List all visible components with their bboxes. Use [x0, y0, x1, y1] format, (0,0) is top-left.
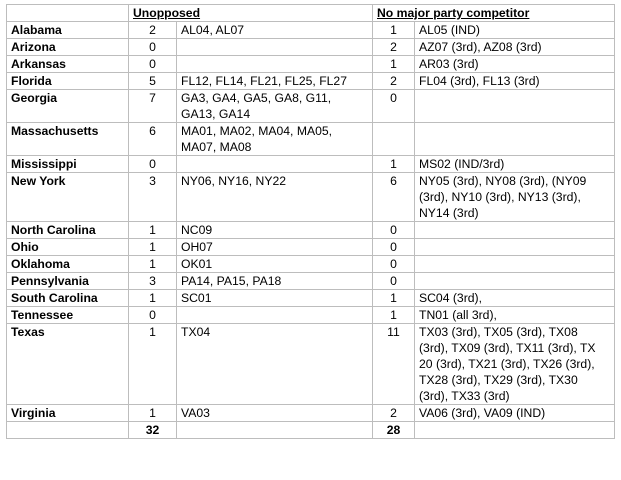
- totals-blank: [177, 422, 373, 439]
- unopposed-count: 1: [129, 222, 177, 239]
- no-major-districts: [415, 90, 615, 123]
- unopposed-count: 0: [129, 307, 177, 324]
- no-major-count: 0: [373, 222, 415, 239]
- no-major-count: 1: [373, 22, 415, 39]
- table-row: [7, 405, 615, 422]
- no-major-districts: VA06 (3rd), VA09 (IND): [415, 405, 615, 422]
- state-cell: Mississippi: [7, 156, 129, 173]
- unopposed-districts: GA3, GA4, GA5, GA8, G11, GA13, GA14: [177, 90, 373, 123]
- no-major-districts: FL04 (3rd), FL13 (3rd): [415, 73, 615, 90]
- no-major-districts: AZ07 (3rd), AZ08 (3rd): [415, 39, 615, 56]
- no-major-count: 2: [373, 39, 415, 56]
- unopposed-districts: FL12, FL14, FL21, FL25, FL27: [177, 73, 373, 90]
- table-row: [7, 22, 615, 39]
- unopposed-districts: [177, 39, 373, 56]
- table-row: [7, 290, 615, 307]
- unopposed-districts: NC09: [177, 222, 373, 239]
- state-cell: New York: [7, 173, 129, 222]
- table-row: [7, 156, 615, 173]
- state-cell: Texas: [7, 324, 129, 405]
- table-body: [7, 5, 615, 439]
- unopposed-count: 1: [129, 405, 177, 422]
- state-cell: Massachusetts: [7, 123, 129, 156]
- header-no-major: No major party competitor: [373, 5, 615, 22]
- unopposed-count: 3: [129, 173, 177, 222]
- state-cell: South Carolina: [7, 290, 129, 307]
- total-unopposed: 32: [129, 422, 177, 439]
- table-row: [7, 56, 615, 73]
- no-major-count: 11: [373, 324, 415, 405]
- unopposed-count: 1: [129, 256, 177, 273]
- total-no-major: 28: [373, 422, 415, 439]
- state-cell: Florida: [7, 73, 129, 90]
- unopposed-count: 2: [129, 22, 177, 39]
- no-major-districts: [415, 273, 615, 290]
- unopposed-count: 1: [129, 290, 177, 307]
- unopposed-districts: AL04, AL07: [177, 22, 373, 39]
- unopposed-count: 0: [129, 56, 177, 73]
- no-major-count: 0: [373, 90, 415, 123]
- unopposed-districts: SC01: [177, 290, 373, 307]
- table-row: [7, 73, 615, 90]
- state-cell: Alabama: [7, 22, 129, 39]
- state-cell: Tennessee: [7, 307, 129, 324]
- header-unopposed: Unopposed: [129, 5, 373, 22]
- header-row: [7, 5, 615, 22]
- no-major-count: 0: [373, 239, 415, 256]
- unopposed-count: 3: [129, 273, 177, 290]
- unopposed-districts: NY06, NY16, NY22: [177, 173, 373, 222]
- unopposed-count: 1: [129, 324, 177, 405]
- unopposed-districts: PA14, PA15, PA18: [177, 273, 373, 290]
- no-major-districts: MS02 (IND/3rd): [415, 156, 615, 173]
- unopposed-districts: [177, 307, 373, 324]
- unopposed-districts: VA03: [177, 405, 373, 422]
- unopposed-districts: OH07: [177, 239, 373, 256]
- no-major-count: 0: [373, 256, 415, 273]
- table-row: [7, 39, 615, 56]
- no-major-districts: [415, 239, 615, 256]
- totals-row: [7, 422, 615, 439]
- no-major-districts: [415, 222, 615, 239]
- unopposed-districts: OK01: [177, 256, 373, 273]
- unopposed-districts: [177, 56, 373, 73]
- no-major-districts: TX03 (3rd), TX05 (3rd), TX08 (3rd), TX09 (3rd), TX11 (3rd), TX 20 (3rd), TX21 (3rd), TX26 (3rd), TX28 (3rd), TX29 (3rd), TX30 (3rd), TX33 (3rd): [415, 324, 615, 405]
- header-blank: [7, 5, 129, 22]
- table-row: [7, 222, 615, 239]
- unopposed-count: 1: [129, 239, 177, 256]
- table-row: [7, 273, 615, 290]
- no-major-districts: AL05 (IND): [415, 22, 615, 39]
- no-major-districts: TN01 (all 3rd),: [415, 307, 615, 324]
- no-major-count: 2: [373, 405, 415, 422]
- table-row: [7, 173, 615, 222]
- unopposed-count: 5: [129, 73, 177, 90]
- table-row: [7, 256, 615, 273]
- no-major-districts: NY05 (3rd), NY08 (3rd), (NY09 (3rd), NY10 (3rd), NY13 (3rd), NY14 (3rd): [415, 173, 615, 222]
- unopposed-count: 0: [129, 39, 177, 56]
- state-cell: Georgia: [7, 90, 129, 123]
- unopposed-districts: TX04: [177, 324, 373, 405]
- totals-blank: [7, 422, 129, 439]
- state-cell: Oklahoma: [7, 256, 129, 273]
- no-major-count: 2: [373, 73, 415, 90]
- unopposed-districts: [177, 156, 373, 173]
- table-row: [7, 123, 615, 156]
- table-row: [7, 324, 615, 405]
- no-major-districts: AR03 (3rd): [415, 56, 615, 73]
- table-row: [7, 90, 615, 123]
- state-cell: Virginia: [7, 405, 129, 422]
- state-cell: Pennsylvania: [7, 273, 129, 290]
- no-major-districts: SC04 (3rd),: [415, 290, 615, 307]
- state-cell: Arkansas: [7, 56, 129, 73]
- state-cell: Arizona: [7, 39, 129, 56]
- totals-blank: [415, 422, 615, 439]
- unopposed-districts: MA01, MA02, MA04, MA05, MA07, MA08: [177, 123, 373, 156]
- races-table: [6, 4, 615, 439]
- no-major-count: 1: [373, 156, 415, 173]
- no-major-count: 1: [373, 307, 415, 324]
- no-major-districts: [415, 256, 615, 273]
- table-row: [7, 307, 615, 324]
- no-major-count: 1: [373, 290, 415, 307]
- table-row: [7, 239, 615, 256]
- unopposed-count: 0: [129, 156, 177, 173]
- no-major-districts: [415, 123, 615, 156]
- no-major-count: 0: [373, 273, 415, 290]
- no-major-count: 6: [373, 173, 415, 222]
- no-major-count: 1: [373, 56, 415, 73]
- unopposed-count: 6: [129, 123, 177, 156]
- no-major-count: [373, 123, 415, 156]
- unopposed-count: 7: [129, 90, 177, 123]
- state-cell: North Carolina: [7, 222, 129, 239]
- state-cell: Ohio: [7, 239, 129, 256]
